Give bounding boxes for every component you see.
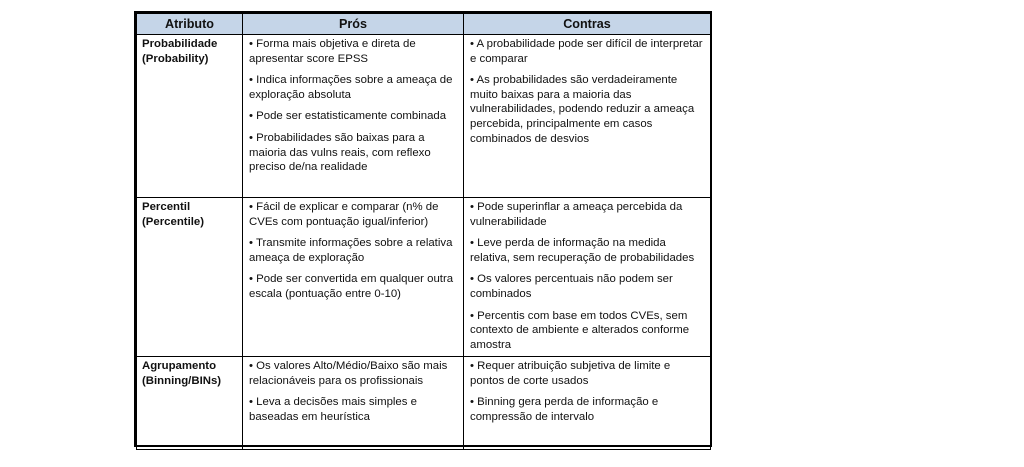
table-row-percentile: [137, 198, 711, 357]
cons-item: • As probabilidades são verdadeiramente muito baixas para a maioria das vulnerabilidades, podendo reduzir a ameaça percebida, principalmente em casos combinados de desvios: [470, 74, 695, 145]
cons-cell: [464, 357, 711, 450]
cons-cell: [464, 198, 711, 357]
cons-item: • Os valores percentuais não podem ser combinados: [470, 273, 673, 300]
pros-cell: [243, 35, 464, 198]
attribute-english: (Binning/BINs): [142, 374, 222, 387]
pros-item: • Leva a decisões mais simples e baseadas em heurística: [249, 396, 417, 423]
header-cons: Contras: [464, 14, 711, 35]
cons-item: • Leve perda de informação na medida relativa, sem recuperação de probabilidades: [470, 237, 695, 264]
attribute-cell: [137, 35, 243, 198]
attribute-name: Percentil: [142, 201, 191, 213]
table-row-binning: [137, 357, 711, 450]
cons-item: • A probabilidade pode ser difícil de interpretar e comparar: [470, 38, 703, 65]
attribute-cell: [137, 198, 243, 357]
pros-cell: [243, 357, 464, 450]
attribute-cell: [137, 357, 243, 450]
comparison-table: [136, 13, 711, 450]
table-row-probability: [137, 35, 711, 198]
pros-item: • Forma mais objetiva e direta de apresentar score EPSS: [249, 38, 416, 65]
pros-item: • Indica informações sobre a ameaça de exploração absoluta: [249, 74, 453, 101]
pros-item: • Pode ser convertida em qualquer outra escala (pontuação entre 0-10): [249, 273, 454, 300]
pros-item: • Os valores Alto/Médio/Baixo são mais relacionáveis para os profissionais: [249, 360, 448, 387]
pros-item: • Probabilidades são baixas para a maioria das vulns reais, com reflexo preciso de/na realidade: [249, 131, 431, 174]
attribute-name: Agrupamento: [142, 360, 217, 372]
attribute-english: (Probability): [142, 52, 209, 65]
pros-cell: [243, 198, 464, 357]
header-pros: Prós: [243, 14, 464, 35]
cons-item: • Requer atribuição subjetiva de limite e pontos de corte usados: [470, 360, 671, 387]
header-row: [137, 14, 711, 35]
header-attribute: Atributo: [137, 14, 243, 35]
cons-item: • Pode superinflar a ameaça percebida da vulnerabilidade: [470, 201, 683, 228]
cons-cell: [464, 35, 711, 198]
comparison-table-container: [134, 11, 712, 447]
cons-item: • Binning gera perda de informação e compressão de intervalo: [470, 396, 659, 423]
attribute-name: Probabilidade: [142, 38, 218, 50]
pros-item: • Fácil de explicar e comparar (n% de CVEs com pontuação igual/inferior): [249, 201, 439, 228]
pros-item: • Transmite informações sobre a relativa ameaça de exploração: [249, 237, 453, 264]
cons-item: • Percentis com base em todos CVEs, sem contexto de ambiente e alterados conforme amostra: [470, 309, 690, 351]
pros-item: • Pode ser estatisticamente combinada: [249, 110, 447, 123]
attribute-english: (Percentile): [142, 215, 205, 228]
